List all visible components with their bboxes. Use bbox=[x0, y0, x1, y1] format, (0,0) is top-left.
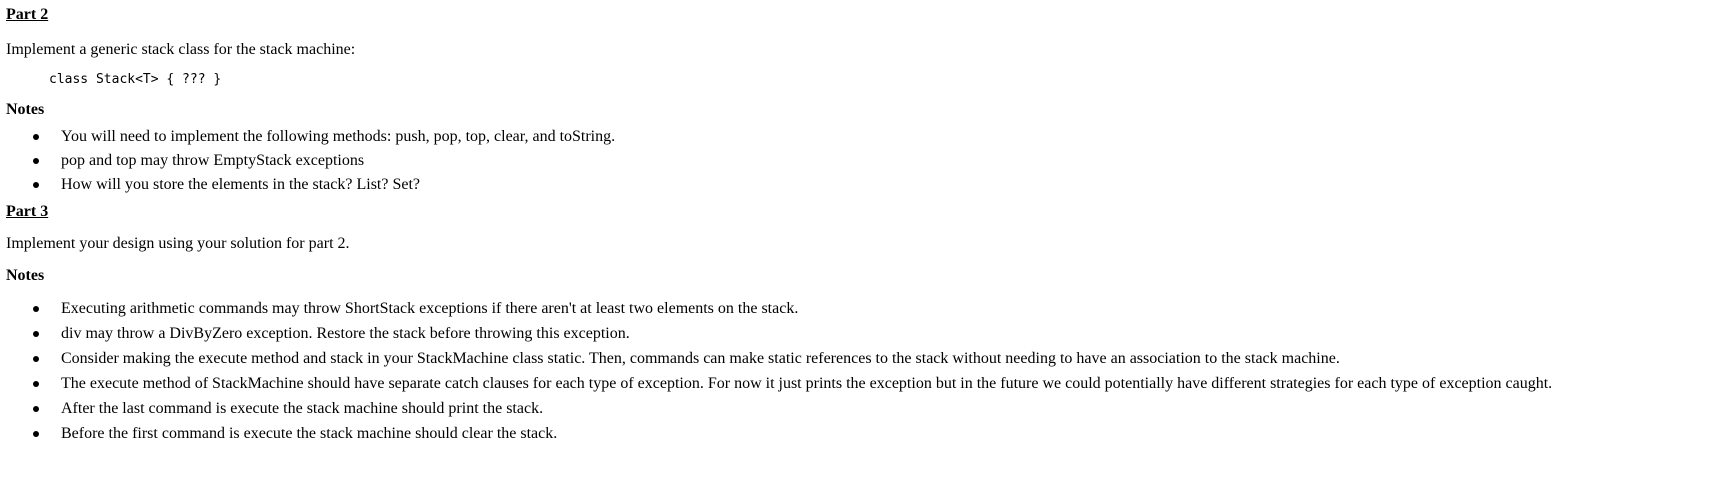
bullet-icon bbox=[33, 331, 39, 337]
stack-class-code: class Stack<T> { ??? } bbox=[49, 72, 222, 87]
bullet-icon bbox=[33, 356, 39, 362]
part-2-notes-list bbox=[6, 127, 1714, 194]
note-text: You will need to implement the following methods: push, pop, top, clear, and toString. bbox=[61, 128, 616, 145]
note-text: The execute method of StackMachine should have separate catch clauses for each type of exception. For now it just prints the exception but in the future we could potentially have different strategies for each type of exception caught. bbox=[61, 375, 1553, 392]
part-3-notes-list bbox=[6, 299, 1714, 443]
note-text: How will you store the elements in the stack? List? Set? bbox=[61, 176, 421, 193]
list-item bbox=[6, 127, 1714, 146]
note-text: Consider making the execute method and stack in your StackMachine class static. Then, commands can make static references to the stack without needing to have an association to the stack machine. bbox=[61, 350, 1340, 367]
list-item bbox=[6, 151, 1714, 170]
part-2-heading: Part 2 bbox=[6, 6, 49, 23]
list-item bbox=[6, 324, 1714, 343]
part-2-notes-heading: Notes bbox=[6, 101, 45, 118]
bullet-icon bbox=[33, 381, 39, 387]
note-text: div may throw a DivByZero exception. Restore the stack before throwing this exception. bbox=[61, 325, 630, 342]
part-3-notes-heading: Notes bbox=[6, 267, 45, 284]
part-2-section bbox=[6, 5, 1714, 194]
bullet-icon bbox=[33, 431, 39, 437]
list-item bbox=[6, 349, 1714, 368]
part-3-section bbox=[6, 202, 1714, 443]
bullet-icon bbox=[33, 406, 39, 412]
part-2-intro: Implement a generic stack class for the stack machine: bbox=[6, 41, 356, 58]
bullet-icon bbox=[33, 134, 39, 140]
part-3-heading: Part 3 bbox=[6, 203, 49, 220]
list-item bbox=[6, 399, 1714, 418]
bullet-icon bbox=[33, 306, 39, 312]
part-3-intro: Implement your design using your solution for part 2. bbox=[6, 235, 350, 252]
note-text: Before the first command is execute the stack machine should clear the stack. bbox=[61, 425, 558, 442]
note-text: After the last command is execute the stack machine should print the stack. bbox=[61, 400, 544, 417]
list-item bbox=[6, 175, 1714, 194]
bullet-icon bbox=[33, 182, 39, 188]
note-text: Executing arithmetic commands may throw ShortStack exceptions if there aren't at least two elements on the stack. bbox=[61, 300, 799, 317]
bullet-icon bbox=[33, 158, 39, 164]
list-item bbox=[6, 374, 1714, 393]
list-item bbox=[6, 299, 1714, 318]
note-text: pop and top may throw EmptyStack exceptions bbox=[61, 152, 365, 169]
list-item bbox=[6, 424, 1714, 443]
